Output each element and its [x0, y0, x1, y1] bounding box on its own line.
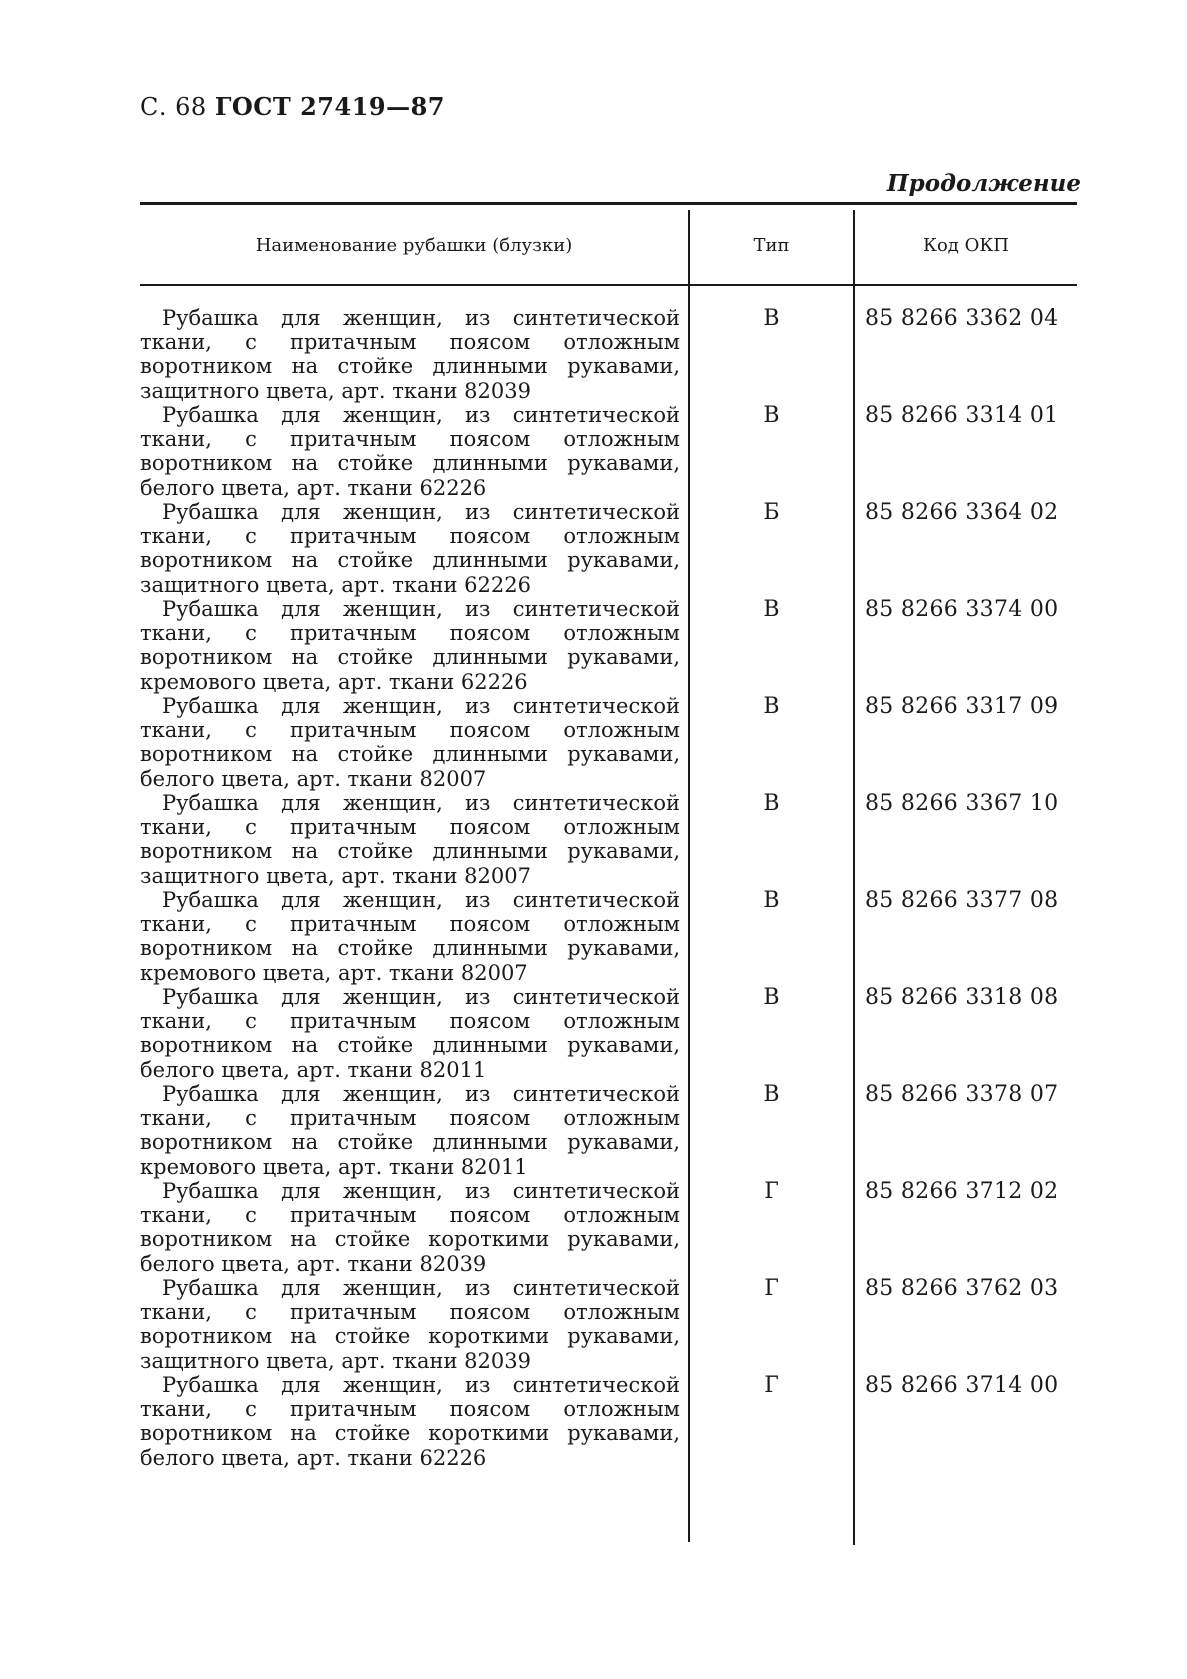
table-row [140, 1373, 1080, 1470]
page-header [140, 92, 445, 121]
continuation-label: Продолжение [886, 170, 1081, 197]
okp-code: 85 8266 3378 07 [865, 1082, 1059, 1107]
shirt-type: В [763, 791, 780, 816]
okp-code: 85 8266 3714 00 [865, 1373, 1059, 1398]
shirt-type: В [763, 985, 780, 1010]
shirt-name: Рубашка для женщин, из синтетической ткани, с притачным поясом отложным воротником на стойке длинными рукавами, кремового цвета, арт. ткани 82011 [140, 1082, 680, 1179]
okp-code: 85 8266 3318 08 [865, 985, 1059, 1010]
okp-code: 85 8266 3364 02 [865, 500, 1059, 525]
okp-code: 85 8266 3374 00 [865, 597, 1059, 622]
shirt-name: Рубашка для женщин, из синтетической ткани, с притачным поясом отложным воротником на стойке короткими рукавами, белого цвета, арт. ткани 62226 [140, 1373, 680, 1470]
table-row [140, 306, 1080, 403]
table-row [140, 403, 1080, 500]
shirt-name: Рубашка для женщин, из синтетической ткани, с притачным поясом отложным воротником на стойке длинными рукавами, белого цвета, арт. ткани 62226 [140, 403, 680, 500]
table-row [140, 694, 1080, 791]
shirt-name: Рубашка для женщин, из синтетической ткани, с притачным поясом отложным воротником на стойке длинными рукавами, кремового цвета, арт. ткани 62226 [140, 597, 680, 694]
shirt-type: В [763, 306, 780, 331]
table-row [140, 1276, 1080, 1373]
page-number: С. 68 [140, 93, 207, 121]
shirt-name: Рубашка для женщин, из синтетической ткани, с притачным поясом отложным воротником на стойке длинными рукавами, белого цвета, арт. ткани 82011 [140, 985, 680, 1082]
shirt-name: Рубашка для женщин, из синтетической ткани, с притачным поясом отложным воротником на стойке длинными рукавами, белого цвета, арт. ткани 82007 [140, 694, 680, 791]
table-row [140, 500, 1080, 597]
shirt-type: Г [764, 1373, 779, 1398]
column-header-code: Код ОКП [923, 235, 1009, 256]
shirt-name: Рубашка для женщин, из синтетической ткани, с притачным поясом отложным воротником на стойке длинными рукавами, защитного цвета, арт. ткани 82007 [140, 791, 680, 888]
shirt-type: Б [763, 500, 780, 525]
column-header-type: Тип [753, 235, 790, 256]
okp-code: 85 8266 3317 09 [865, 694, 1059, 719]
shirt-name: Рубашка для женщин, из синтетической ткани, с притачным поясом отложным воротником на стойке короткими рукавами, белого цвета, арт. ткани 82039 [140, 1179, 680, 1276]
shirt-name: Рубашка для женщин, из синтетической ткани, с притачным поясом отложным воротником на стойке длинными рукавами, защитного цвета, арт. ткани 62226 [140, 500, 680, 597]
table-row [140, 888, 1080, 985]
shirt-type: В [763, 403, 780, 428]
shirt-type: В [763, 1082, 780, 1107]
shirt-type: В [763, 694, 780, 719]
table-row [140, 1082, 1080, 1179]
shirt-type: В [763, 888, 780, 913]
shirt-name: Рубашка для женщин, из синтетической ткани, с притачным поясом отложным воротником на стойке длинными рукавами, защитного цвета, арт. ткани 82039 [140, 306, 680, 403]
table-row [140, 1179, 1080, 1276]
table-row [140, 791, 1080, 888]
shirt-name: Рубашка для женщин, из синтетической ткани, с притачным поясом отложным воротником на стойке длинными рукавами, кремового цвета, арт. ткани 82007 [140, 888, 680, 985]
table-row [140, 597, 1080, 694]
column-header-name: Наименование рубашки (блузки) [255, 235, 573, 256]
shirt-type: Г [764, 1179, 779, 1204]
okp-code: 85 8266 3362 04 [865, 306, 1059, 331]
table-row [140, 985, 1080, 1082]
table-top-rule [140, 202, 1077, 205]
table-body [140, 306, 1080, 1470]
okp-code: 85 8266 3367 10 [865, 791, 1059, 816]
shirt-type: В [763, 597, 780, 622]
okp-code: 85 8266 3762 03 [865, 1276, 1059, 1301]
okp-code: 85 8266 3712 02 [865, 1179, 1059, 1204]
okp-code: 85 8266 3314 01 [865, 403, 1059, 428]
shirt-name: Рубашка для женщин, из синтетической ткани, с притачным поясом отложным воротником на стойке короткими рукавами, защитного цвета, арт. ткани 82039 [140, 1276, 680, 1373]
table-header-rule [140, 284, 1077, 286]
okp-code: 85 8266 3377 08 [865, 888, 1059, 913]
shirt-type: Г [764, 1276, 779, 1301]
standard-number: ГОСТ 27419—87 [214, 92, 445, 121]
